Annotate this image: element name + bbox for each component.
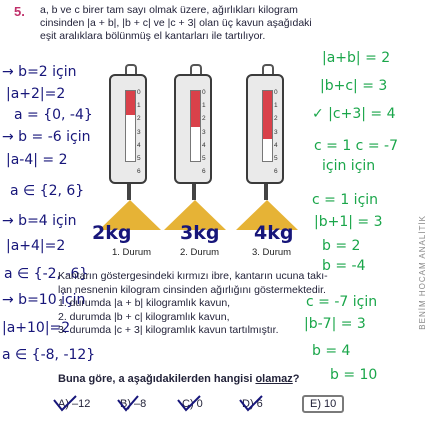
note-line: 3. durumda |c + 3| kilogramlık kavun tartılmıştır. [58,324,279,336]
hand-scale-2 [168,64,222,218]
handwriting-right-line: b = 2 [322,238,361,254]
scale-ticks: 0 1 2 3 4 5 6 [202,89,206,176]
option-c[interactable]: C) 0 [182,398,203,410]
handwriting-right-line: b = -4 [322,258,366,274]
handwriting-left-line: a ∈ {-2, -6} [4,266,89,282]
publisher-side-text: BENİM HOCAM ANALİTİK [418,215,427,330]
prompt-suffix: ? [292,373,300,385]
handwriting-right-line: c = 1 c = -7 [314,138,398,154]
handwriting-left-line: → b=2 için [2,64,77,80]
handwriting-right-line: b = 4 [312,343,351,359]
stem-line: cinsinden |a + b|, |b + c| ve |c + 3| olan üç kavun aşağıdaki [40,17,312,29]
handwriting-right-line: c = -7 için [306,294,378,310]
scale-bottom-hook [264,184,268,200]
scale-explanation [58,270,358,338]
case-label-3: 3. Durum [252,247,292,258]
hand-scale-3 [240,64,294,218]
prompt-prefix: Buna göre, a aşağıdakilerden hangisi [58,373,256,385]
scale-ticks: 0 1 2 3 4 5 6 [274,89,278,176]
scale-gauge [125,90,136,162]
handwriting-left-line: |a-4| = 2 [6,152,68,168]
scale-body [109,74,147,184]
stem-line: a, b ve c birer tam sayı olmak üzere, ağırlıkları kilogram [40,4,298,16]
handwriting-right-line: |b+c| = 3 [320,78,388,94]
note-line: 1. durumda |a + b| kilogramlık kavun, [58,297,231,309]
handwriting-left-line: |a+10|=2 [2,320,71,336]
handwriting-right-line: |b+1| = 3 [314,214,383,230]
prompt-emphasis: olamaz [255,373,293,385]
handwriting-right-line: |b-7| = 3 [304,316,366,332]
option-e-selected[interactable]: E) 10 [302,395,344,413]
case-label-2: 2. Durum [180,247,220,258]
option-a[interactable]: A) –12 [58,398,91,410]
scale-pointer [263,91,272,139]
scale-ticks: 0 1 2 3 4 5 6 [137,89,141,176]
handwriting-right-line: |a+b| = 2 [322,50,391,66]
handwritten-reading-1: 2kg [92,222,132,244]
note-line: 2. durumda |b + c| kilogramlık kavun, [58,310,230,323]
handwriting-left-line: → b=4 için [2,213,77,229]
handwriting-right-line: c = 1 için [312,192,379,208]
handwriting-right-line: için için [322,158,376,174]
handwriting-left-line: a = {0, -4} [14,107,93,123]
handwritten-reading-2: 3kg [180,222,220,244]
handwriting-left-line: a ∈ {2, 6} [10,183,85,199]
option-d[interactable]: D) 6 [242,398,263,410]
handwriting-left-line: → b = -6 için [2,129,91,145]
scale-body [174,74,212,184]
scale-pointer [191,91,200,127]
handwriting-right-line: ✓ |c+3| = 4 [312,106,396,122]
scale-body [246,74,284,184]
question-prompt [58,373,299,385]
answer-options [58,398,358,416]
scale-pointer [126,91,135,115]
handwritten-reading-3: 4kg [254,222,294,244]
scale-bottom-hook [192,184,196,200]
option-b[interactable]: B) –8 [120,398,147,410]
note-line: Kantarın göstergesindeki kırmızı ibre, kantarın ucuna takı- [58,270,328,282]
scale-gauge [262,90,273,162]
handwriting-left-line: |a+2|=2 [6,86,66,102]
handwriting-right-line: b = 10 [330,367,378,383]
stem-line: eşit aralıklara bölünmüş el kantarları ile tartılıyor. [40,30,266,42]
handwriting-left-line: a ∈ {-8, -12} [2,347,96,363]
question-number: 5. [14,4,25,19]
case-label-1: 1. Durum [112,247,152,258]
handwriting-left-line: |a+4|=2 [6,238,66,254]
scale-bottom-hook [127,184,131,200]
note-line: lan nesnenin kilogram cinsinden ağırlığını göstermektedir. [58,283,326,296]
question-stem [40,4,370,43]
handwriting-left-line: → b=10 için [2,292,86,308]
scale-gauge [190,90,201,162]
hand-scale-1 [103,64,157,218]
